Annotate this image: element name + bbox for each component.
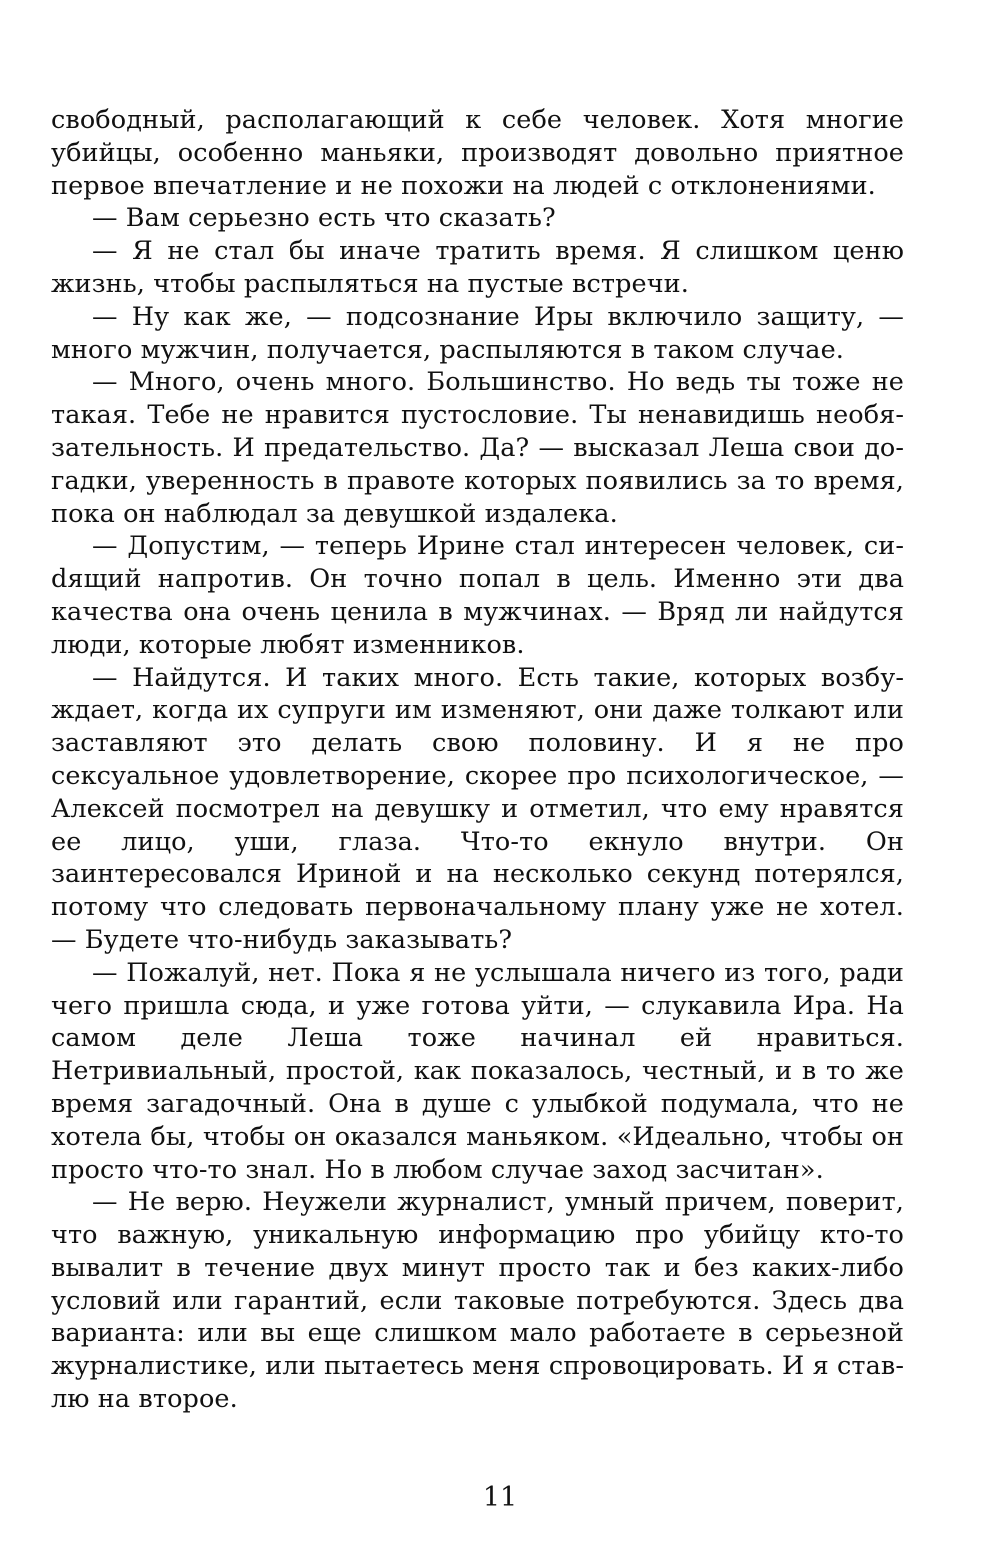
dialogue-paragraph: — Ну как же, — подсознание Иры включило защиту, — много мужчин, получается, распыляются в таком случае. <box>51 301 904 365</box>
body-text <box>51 104 904 1416</box>
dialogue-paragraph: — Не верю. Неужели журналист, умный причем, поверит, что важную, уникальную информацию про убийцу кто-то вывалит в течение двух минут просто так и без каких-либо условий или гарантий, если таковые потребуются. Здесь два варианта: или вы еще слишком мало работаете в серьезной журналистике, или пытаетесь меня спровоцировать. И я ставлю на второе. <box>51 1187 904 1415</box>
page-number: 11 <box>482 1482 518 1513</box>
dialogue-paragraph: — Вам серьезно есть что сказать? <box>92 203 556 234</box>
dialogue-paragraph: — Допустим, — теперь Ирине стал интересен человек, сиdящий напротив. Он точно попал в цель. Именно эти два качества она очень ценила в мужчинах. — Вряд ли найдутся люди, которые любят изменников. <box>51 531 904 660</box>
dialogue-paragraph: — Много, очень много. Большинство. Но ведь ты тоже не такая. Тебе не нравится пустословие. Ты ненавидишь необязательность. И предательство. Да? — высказал Леша свои догадки, уверенность в правоте которых появились за то время, пока он наблюдал за девушкой издалека. <box>51 367 904 529</box>
dialogue-paragraph: — Найдутся. И таких много. Есть такие, которых возбуждает, когда их супруги им изменяют, они даже толкают или заставляют это делать свою половину. И я не про сексуальное удовлетворение, скорее про психологическое, — Алексей посмотрел на девушку и отметил, что ему нравятся ее лицо, уши, глаза. Что-то екнуло внутри. Он заинтересовался Ириной и на несколько секунд потерялся, потому что следовать первоначальному плану уже не хотел. — Будете что-нибудь заказывать? <box>51 662 904 955</box>
dialogue-paragraph: — Пожалуй, нет. Пока я не услышала ничего из того, ради чего пришла сюда, и уже готова уйти, — слукавила Ира. На самом деле Леша тоже начинал ей нравиться. Нетривиальный, простой, как показалось, честный, и в то же время загадочный. Она в душе с улыбкой подумала, что не хотела бы, чтобы он оказался маньяком. «Идеально, чтобы он просто что-то знал. Но в любом случае заход засчитан». <box>51 957 904 1185</box>
paragraph-continuation: свободный, располагающий к себе человек. Хотя многие убийцы, особенно маньяки, производят довольно приятное первое впечатление и не похожи на людей с отклонениями. <box>51 105 904 201</box>
dialogue-paragraph: — Я не стал бы иначе тратить время. Я слишком ценю жизнь, чтобы распыляться на пустые встречи. <box>51 236 904 299</box>
